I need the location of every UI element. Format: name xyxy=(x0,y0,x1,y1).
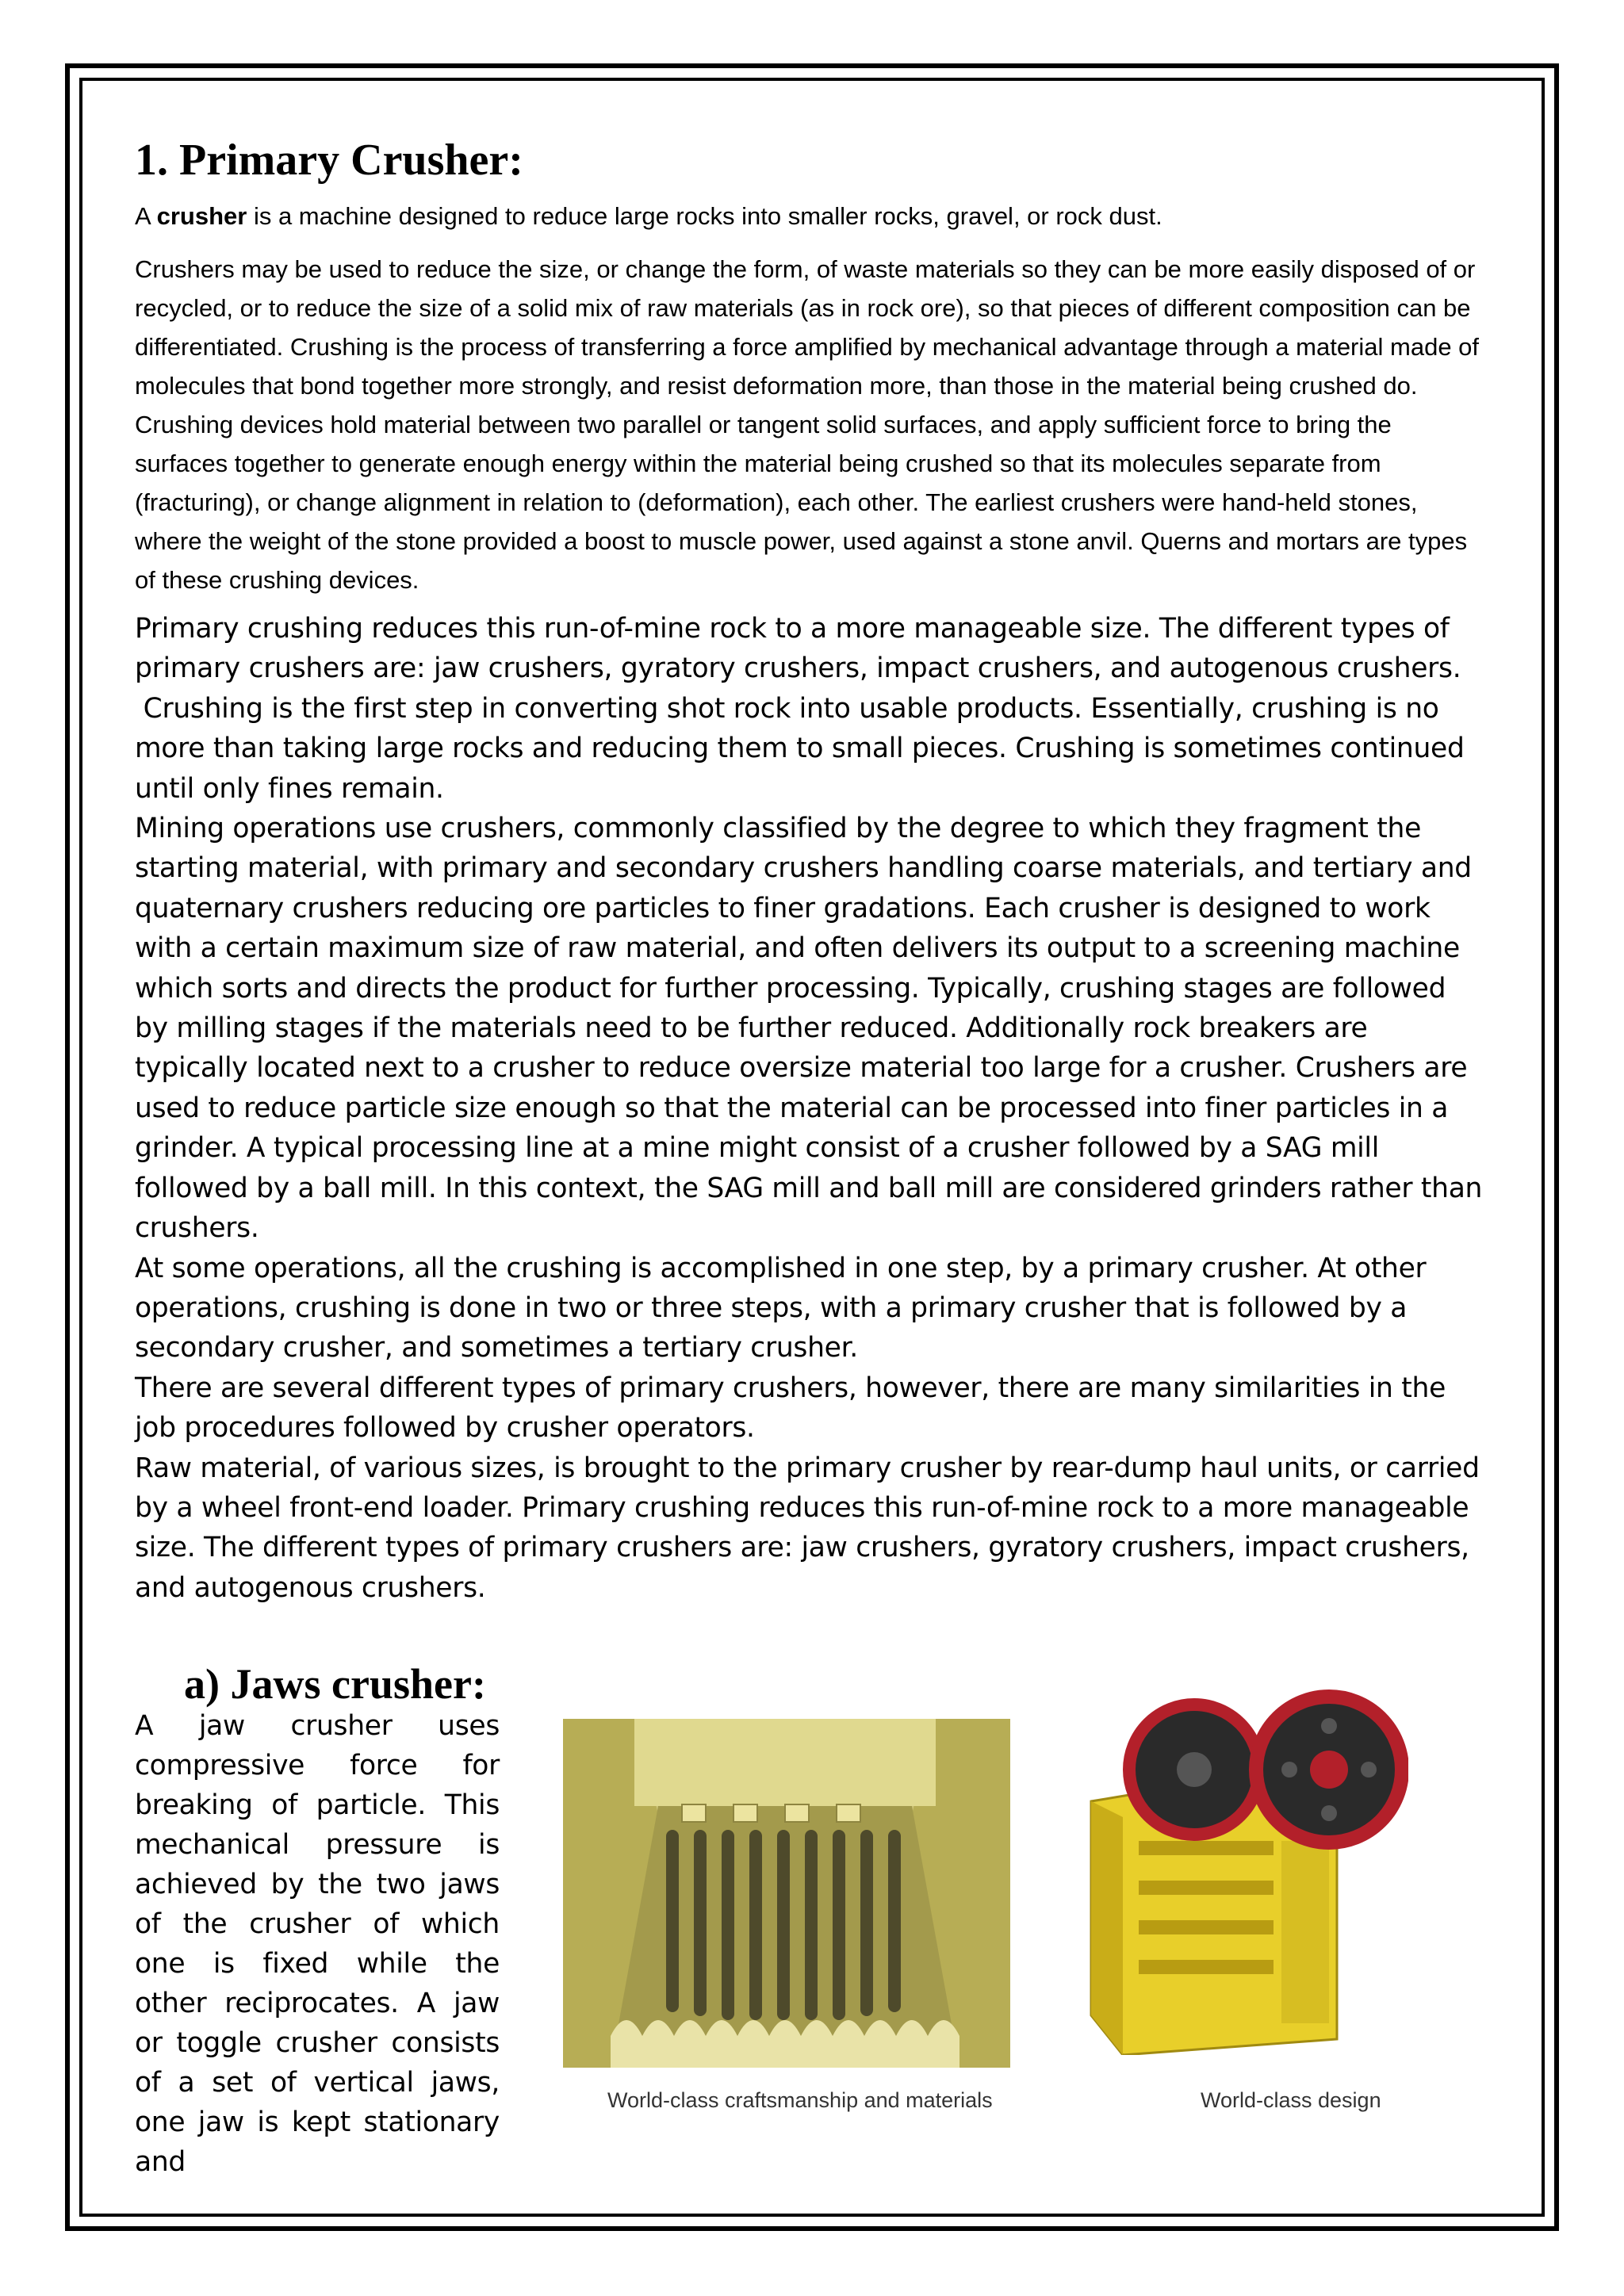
figure-caption: World-class craftsmanship and materials xyxy=(607,2088,993,2112)
section-heading: 1. Primary Crusher: xyxy=(135,136,523,185)
definition-term: crusher xyxy=(156,202,247,230)
definition-paragraph xyxy=(135,198,1483,234)
definition-prefix: A xyxy=(135,202,157,230)
intro-paragraph: Crushers may be used to reduce the size, or change the form, of waste materials so they can be more easily disposed of or recycled, or to reduce the size of a solid mix of raw materials (as in rock ore), so that pieces of different composition can be differentiated. Crushing is the process of transferring a force amplified by mechanical advantage through a material made of molecules that bond together more strongly, and resist deformation more, than those in the material being crushed do. Crushing devices hold material between two parallel or tangent solid surfaces, and apply sufficient force to bring the surfaces together to generate enough energy within the material being crushed so that its molecules separate from (fracturing), or change alignment in relation to (deformation), each other. The earliest crushers were hand-held stones, where the weight of the stone provided a boost to muscle power, used against a stone anvil. Querns and mortars are types of these crushing devices. xyxy=(135,255,1480,594)
figure-caption: World-class design xyxy=(1201,2088,1381,2112)
body-paragraph: Crushing is the first step in converting shot rock into usable products. Essentially, crushing is no more than taking large rocks and reducing them to small pieces. Crushing is sometimes continued until only fines remain. xyxy=(135,692,1473,805)
body-paragraph: There are several different types of primary crushers, however, there are many similarities in the job procedures followed by crusher operators. xyxy=(135,1372,1446,1445)
definition-rest: is a machine designed to reduce large rocks into smaller rocks, gravel, or rock dust. xyxy=(247,202,1162,230)
jaw-crusher-interior-image xyxy=(563,1719,1010,2068)
body-paragraph: Raw material, of various sizes, is brought to the primary crusher by rear-dump haul units, or carried by a wheel front-end loader. Primary crushing reduces this run-of-mine rock to a more manageable size. The different types of primary crushers are: jaw crushers, gyratory crushers, impact crushers, and autogenous crushers. xyxy=(135,1452,1480,1604)
jaw-crusher-paragraph: A jaw crusher uses compressive force for breaking of particle. This mechanical pressure is achieved by the two jaws of the crusher of which one is fixed while the other reciprocates. A jaw or toggle crusher consists of a set of vertical jaws, one jaw is kept stationary and xyxy=(135,1710,500,2178)
body-paragraph: At some operations, all the crushing is accomplished in one step, by a primary crusher. At other operations, crushing is done in two or three steps, with a primary crusher that is followed by a secondary crusher, and sometimes a tertiary crusher. xyxy=(135,1252,1427,1364)
subsection-heading: a) Jaws crusher: xyxy=(184,1660,486,1708)
body-text xyxy=(135,609,1483,1608)
body-paragraph: Mining operations use crushers, commonly classified by the degree to which they fragment the starting material, with primary and secondary crushers handling coarse materials, and tertiary and quaternary crushers reducing ore particles to finer gradations. Each crusher is designed to work with a certain maximum size of raw material, and often delivers its output to a screening machine which sorts and directs the product for further processing. Typically, crushing stages are followed by milling stages if the materials need to be further reduced. Additionally rock breakers are typically located next to a crusher to reduce oversize material too large for a crusher. Crushers are used to reduce particle size enough so that the material can be processed into finer particles in a grinder. A typical processing line at a mine might consist of a crusher followed by a SAG mill followed by a ball mill. In this context, the SAG mill and ball mill are considered grinders rather than crushers. xyxy=(135,813,1483,1245)
body-paragraph: Primary crushing reduces this run-of-mine rock to a more manageable size. The different types of primary crushers are: jaw crushers, gyratory crushers, impact crushers, and autogenous crushers. xyxy=(135,613,1461,685)
document-body xyxy=(135,133,1483,1608)
jaw-crusher-machine-image xyxy=(1075,1682,1408,2055)
